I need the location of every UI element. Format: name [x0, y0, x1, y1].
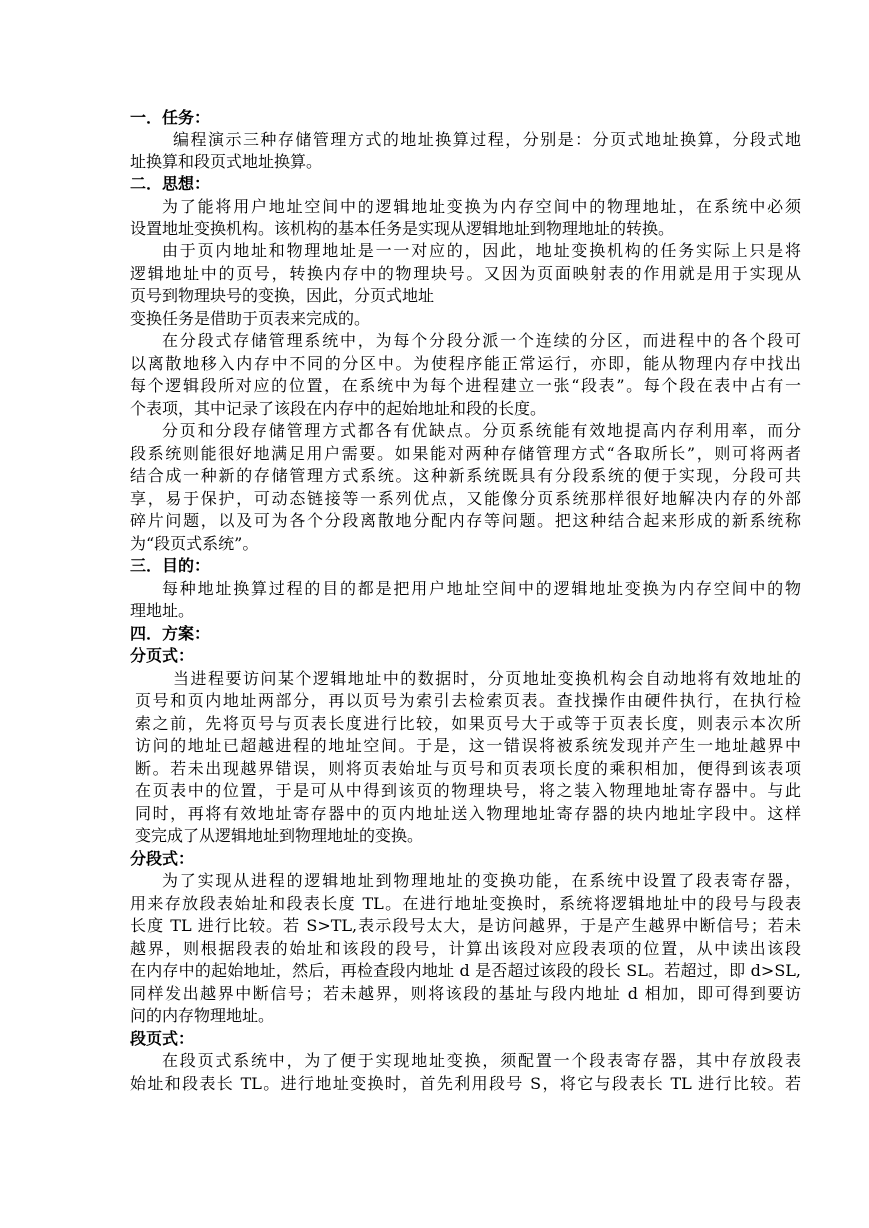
- paragraph-line: 用来存放段表始址和段表长度 TL。在进行地址变换时，系统将逻辑地址中的段号与段表: [130, 894, 801, 913]
- paragraph-line: 页号和页内地址两部分，再以页号为索引去检索页表。查找操作由硬件执行，在执行检: [135, 691, 801, 710]
- paragraph-line: 同时，再将有效地址寄存器中的页内地址送入物理地址寄存器的块内地址字段中。这样: [135, 804, 801, 823]
- paragraph-line: 断。若未出现越界错误，则将页表始址与页号和页表项长度的乘积相加，便得到该表项: [135, 759, 801, 778]
- paragraph-line: 碎片问题，以及可为各个分段离散地分配内存等问题。把这种结合起来形成的新系统称: [130, 511, 801, 530]
- paragraph-line: 每个逻辑段所对应的位置，在系统中为每个进程建立一张“段表”。每个段在表中占有一: [130, 376, 801, 395]
- heading-segmented-paging: 段页式：: [130, 1029, 195, 1048]
- paragraph-line: 变换任务是借助于页表来完成的。: [130, 309, 371, 328]
- paragraph-line: 以离散地移入内存中不同的分区中。为使程序能正常运行，亦即，能从物理内存中找出: [130, 354, 801, 373]
- paragraph-line: 结合成一种新的存储管理方式系统。这种新系统既具有分段系统的便于实现，分段可共: [130, 466, 801, 485]
- heading-purpose: 三．目的：: [130, 556, 211, 575]
- paragraph-line: 始址和段表长 TL。进行地址变换时，首先利用段号 S，将它与段表长 TL 进行比较。若: [130, 1074, 801, 1093]
- paragraph-line: 由于页内地址和物理地址是一一对应的，因此，地址变换机构的任务实际上只是将: [162, 241, 801, 260]
- paragraph-line: 址换算和段页式地址换算。: [130, 152, 323, 171]
- paragraph-line: 在内存中的起始地址，然后，再检查段内地址 d 是否超过该段的段长 SL。若超过，即 d>SL,: [130, 961, 801, 980]
- paragraph-line: 为了能将用户地址空间中的逻辑地址变换为内存空间中的物理地址，在系统中必须: [162, 197, 801, 216]
- paragraph-line: 问的内存物理地址。: [130, 1006, 275, 1025]
- paragraph-line: 变完成了从逻辑地址到物理地址的变换。: [135, 826, 424, 845]
- heading-paging: 分页式：: [130, 646, 195, 665]
- paragraph-line: 访问的地址已超越进程的地址空间。于是，这一错误将被系统发现并产生一地址越界中: [135, 736, 801, 755]
- paragraph-line: 个表项，其中记录了该段在内存中的起始地址和段的长度。: [130, 399, 547, 418]
- paragraph-line: 在页表中的位置，于是可从中得到该页的物理块号，将之装入物理地址寄存器中。与此: [135, 781, 801, 800]
- heading-segmentation: 分段式：: [130, 849, 195, 868]
- heading-idea: 二．思想：: [130, 174, 211, 193]
- paragraph-line: 越界，则根据段表的始址和该段的段号，计算出该段对应段表项的位置，从中读出该段: [130, 939, 801, 958]
- paragraph-line: 在段页式系统中，为了便于实现地址变换，须配置一个段表寄存器，其中存放段表: [162, 1051, 801, 1070]
- paragraph-line: 设置地址变换机构。该机构的基本任务是实现从逻辑地址到物理地址的转换。: [130, 219, 675, 238]
- paragraph-line: 索之前，先将页号与页表长度进行比较，如果页号大于或等于页表长度，则表示本次所: [135, 714, 801, 733]
- paragraph-line: 编程演示三种存储管理方式的地址换算过程，分别是：分页式地址换算，分段式地: [173, 130, 801, 149]
- paragraph-line: 分页和分段存储管理方式都各有优缺点。分页系统能有效地提高内存利用率，而分: [162, 421, 801, 440]
- heading-plan: 四．方案：: [130, 624, 211, 643]
- paragraph-line: 当进程要访问某个逻辑地址中的数据时，分页地址变换机构会自动地将有效地址的: [173, 669, 801, 688]
- paragraph-line: 理地址。: [130, 601, 195, 620]
- paragraph-line: 长度 TL 进行比较。若 S>TL,表示段号太大，是访问越界，于是产生越界中断信号；若未: [130, 916, 801, 935]
- heading-task: 一．任务：: [130, 108, 211, 127]
- paragraph-line: 逻辑地址中的页号，转换内存中的物理块号。又因为页面映射表的作用就是用于实现从: [130, 264, 801, 283]
- paragraph-line: 段系统则能很好地满足用户需要。如果能对两种存储管理方式“各取所长”，则可将两者: [130, 444, 801, 463]
- paragraph-line: 同样发出越界中断信号；若未越界，则将该段的基址与段内地址 d 相加，即可得到要访: [130, 984, 801, 1003]
- paragraph-line: 页号到物理块号的变换，因此，分页式地址: [130, 286, 435, 305]
- paragraph-line: 为了实现从进程的逻辑地址到物理地址的变换功能，在系统中设置了段表寄存器，: [162, 871, 801, 890]
- paragraph-line: 为“段页式系统”。: [130, 534, 259, 553]
- paragraph-line: 每种地址换算过程的目的都是把用户地址空间中的逻辑地址变换为内存空间中的物: [162, 579, 801, 598]
- paragraph-line: 享，易于保护，可动态链接等一系列优点，又能像分页系统那样很好地解决内存的外部: [130, 489, 801, 508]
- paragraph-line: 在分段式存储管理系统中，为每个分段分派一个连续的分区，而进程中的各个段可: [162, 331, 801, 350]
